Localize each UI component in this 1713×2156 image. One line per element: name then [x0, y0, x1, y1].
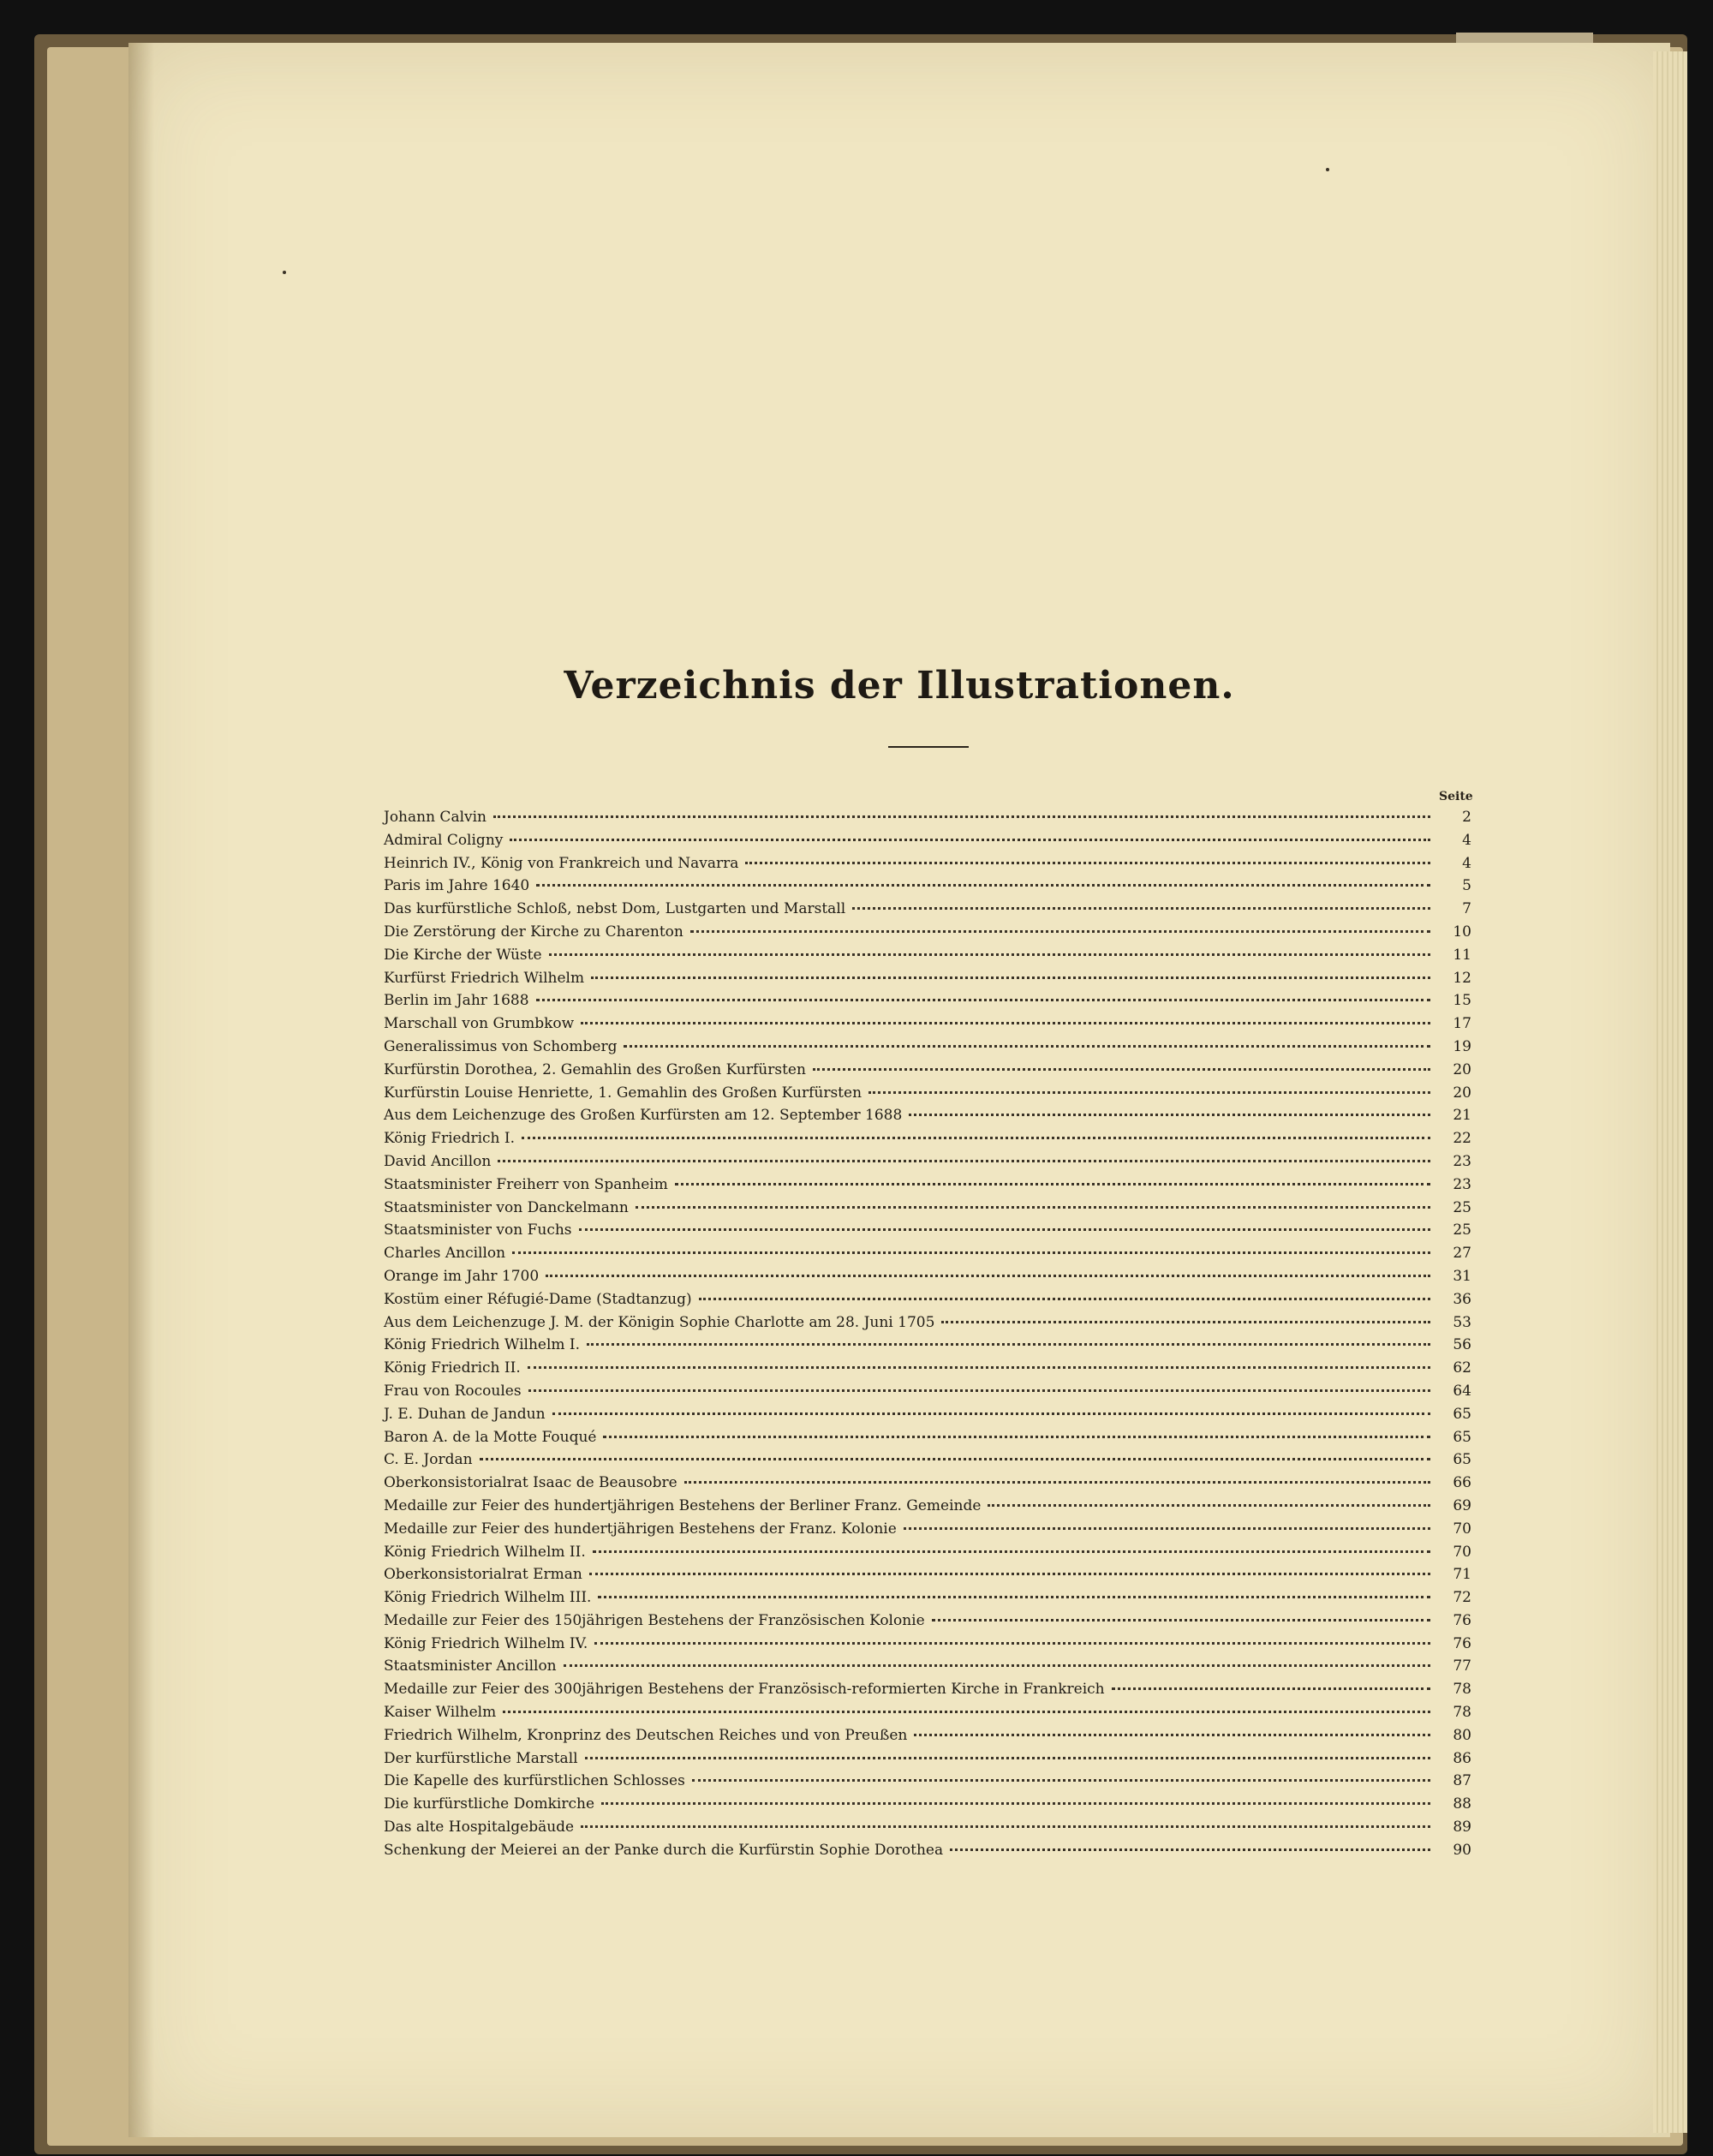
- dot-leader: [904, 1527, 1430, 1530]
- entry-title: König Friedrich I.: [384, 1130, 516, 1148]
- entry-page-number: 70: [1453, 1543, 1471, 1561]
- entry-title: Staatsminister von Danckelmann: [384, 1198, 629, 1216]
- entry-page-number: 72: [1453, 1589, 1471, 1607]
- dot-leader: [536, 999, 1430, 1001]
- entry-title: Johann Calvin: [384, 809, 487, 826]
- entry-title: David Ancillon: [384, 1152, 492, 1170]
- entry-page-number: 21: [1453, 1107, 1471, 1125]
- dot-leader: [585, 1757, 1430, 1759]
- list-item: [384, 1795, 1471, 1819]
- dot-leader: [579, 1228, 1430, 1231]
- list-item: [384, 923, 1471, 947]
- entry-page-number: 56: [1453, 1336, 1471, 1354]
- entry-title: Heinrich IV., König von Frankreich und Navarra: [384, 854, 739, 872]
- entry-title: Friedrich Wilhelm, Kronprinz des Deutschen Reiches und von Preußen: [384, 1726, 908, 1744]
- list-item: [384, 1772, 1471, 1795]
- dot-leader: [510, 839, 1430, 841]
- list-item: [384, 1221, 1471, 1245]
- dot-leader: [598, 1596, 1430, 1598]
- entry-page-number: 15: [1453, 992, 1471, 1010]
- dot-leader: [587, 1343, 1430, 1346]
- entry-title: Die Kirche der Wüste: [384, 946, 542, 964]
- dot-leader: [914, 1734, 1430, 1736]
- illustration-list: [384, 809, 1471, 1865]
- entry-title: Medaille zur Feier des hundertjährigen Bestehens der Franz. Kolonie: [384, 1520, 897, 1538]
- entry-page-number: 65: [1453, 1405, 1471, 1423]
- entry-page-number: 86: [1453, 1749, 1471, 1767]
- dot-leader: [480, 1458, 1430, 1460]
- entry-page-number: 90: [1453, 1841, 1471, 1859]
- dot-leader: [593, 1550, 1430, 1553]
- entry-title: Charles Ancillon: [384, 1245, 506, 1263]
- entry-title: Marschall von Grumbkow: [384, 1015, 575, 1033]
- entry-page-number: 4: [1462, 831, 1471, 849]
- list-item: [384, 855, 1471, 878]
- dot-leader: [552, 1412, 1430, 1415]
- entry-page-number: 80: [1453, 1726, 1471, 1744]
- entry-page-number: 76: [1453, 1611, 1471, 1629]
- dot-leader: [589, 1573, 1430, 1575]
- entry-page-number: 66: [1453, 1474, 1471, 1492]
- list-item: [384, 1015, 1471, 1038]
- entry-page-number: 69: [1453, 1496, 1471, 1514]
- dot-leader: [564, 1664, 1430, 1667]
- entry-page-number: 4: [1462, 854, 1471, 872]
- entry-page-number: 5: [1462, 877, 1471, 895]
- list-item: [384, 1635, 1471, 1658]
- dot-leader: [699, 1298, 1430, 1300]
- dot-leader: [692, 1779, 1430, 1782]
- list-item: [384, 1107, 1471, 1130]
- entry-page-number: 53: [1453, 1313, 1471, 1331]
- list-item: [384, 1727, 1471, 1750]
- entry-title: Die Zerstörung der Kirche zu Charenton: [384, 923, 683, 941]
- list-item: [384, 1153, 1471, 1176]
- dot-leader: [594, 1642, 1430, 1645]
- list-item: [384, 1681, 1471, 1704]
- entry-title: Generalissimus von Schomberg: [384, 1037, 618, 1055]
- list-item: [384, 1657, 1471, 1681]
- dot-leader: [503, 1711, 1430, 1713]
- list-item: [384, 970, 1471, 993]
- dot-leader: [549, 953, 1430, 956]
- entry-title: Kurfürst Friedrich Wilhelm: [384, 969, 585, 987]
- entry-page-number: 2: [1462, 809, 1471, 826]
- dot-leader: [591, 976, 1430, 979]
- entry-page-number: 19: [1453, 1037, 1471, 1055]
- entry-page-number: 20: [1453, 1060, 1471, 1078]
- entry-page-number: 25: [1453, 1198, 1471, 1216]
- dot-leader: [950, 1848, 1430, 1851]
- page-title: Verzeichnis der Illustrationen.: [564, 664, 1235, 708]
- list-item: [384, 1451, 1471, 1474]
- dot-leader: [1112, 1687, 1430, 1690]
- list-item: [384, 1429, 1471, 1452]
- entry-page-number: 20: [1453, 1084, 1471, 1102]
- page-gutter-shadow: [128, 43, 154, 2137]
- entry-page-number: 17: [1453, 1015, 1471, 1033]
- entry-title: Frau von Rocoules: [384, 1382, 522, 1400]
- list-item: [384, 809, 1471, 832]
- dot-leader: [909, 1114, 1430, 1116]
- entry-page-number: 25: [1453, 1221, 1471, 1239]
- dot-leader: [603, 1436, 1430, 1438]
- entry-page-number: 31: [1453, 1267, 1471, 1285]
- entry-page-number: 36: [1453, 1290, 1471, 1308]
- entry-title: Kurfürstin Dorothea, 2. Gemahlin des Großen Kurfürsten: [384, 1060, 806, 1078]
- paper-speck: [1326, 168, 1329, 171]
- list-item: [384, 1406, 1471, 1429]
- list-item: [384, 1291, 1471, 1314]
- dot-leader: [745, 862, 1430, 864]
- entry-page-number: 7: [1462, 900, 1471, 918]
- list-item: [384, 1130, 1471, 1153]
- list-item: [384, 1268, 1471, 1291]
- entry-page-number: 71: [1453, 1566, 1471, 1584]
- entry-title: Medaille zur Feier des hundertjährigen Bestehens der Berliner Franz. Gemeinde: [384, 1496, 982, 1514]
- entry-title: Medaille zur Feier des 150jährigen Bestehens der Französischen Kolonie: [384, 1611, 925, 1629]
- entry-page-number: 65: [1453, 1428, 1471, 1446]
- entry-title: Das alte Hospitalgebäude: [384, 1819, 575, 1836]
- list-item: [384, 947, 1471, 970]
- list-item: [384, 1704, 1471, 1727]
- dot-leader: [988, 1504, 1430, 1507]
- entry-title: Der kurfürstliche Marstall: [384, 1749, 578, 1767]
- dot-leader: [852, 907, 1430, 910]
- entry-page-number: 89: [1453, 1819, 1471, 1836]
- list-item: [384, 1842, 1471, 1865]
- list-item: [384, 1544, 1471, 1567]
- entry-page-number: 78: [1453, 1681, 1471, 1699]
- list-item: [384, 1497, 1471, 1520]
- entry-page-number: 65: [1453, 1451, 1471, 1469]
- list-item: [384, 1819, 1471, 1842]
- entry-title: Admiral Coligny: [384, 831, 504, 849]
- entry-page-number: 77: [1453, 1657, 1471, 1675]
- entry-title: König Friedrich Wilhelm III.: [384, 1589, 592, 1607]
- entry-title: König Friedrich Wilhelm I.: [384, 1336, 581, 1354]
- entry-page-number: 23: [1453, 1175, 1471, 1193]
- dot-leader: [546, 1275, 1430, 1277]
- list-item: [384, 1566, 1471, 1589]
- entry-title: Die kurfürstliche Domkirche: [384, 1795, 595, 1813]
- entry-page-number: 87: [1453, 1772, 1471, 1790]
- dot-leader: [528, 1389, 1430, 1392]
- entry-page-number: 88: [1453, 1795, 1471, 1813]
- page-column-header: Seite: [1439, 790, 1473, 803]
- entry-page-number: 64: [1453, 1382, 1471, 1400]
- entry-page-number: 22: [1453, 1130, 1471, 1148]
- entry-title: Oberkonsistorialrat Isaac de Beausobre: [384, 1474, 677, 1492]
- entry-title: Orange im Jahr 1700: [384, 1267, 540, 1285]
- list-item: [384, 1336, 1471, 1359]
- dot-leader: [522, 1137, 1430, 1139]
- entry-title: König Friedrich II.: [384, 1359, 521, 1377]
- list-item: [384, 1750, 1471, 1773]
- list-item: [384, 1474, 1471, 1497]
- title-divider: [888, 746, 969, 748]
- dot-leader: [636, 1206, 1430, 1209]
- list-item: [384, 877, 1471, 900]
- list-item: [384, 1314, 1471, 1337]
- entry-title: Baron A. de la Motte Fouqué: [384, 1428, 597, 1446]
- dot-leader: [813, 1068, 1430, 1071]
- entry-title: Schenkung der Meierei an der Panke durch die Kurfürstin Sophie Dorothea: [384, 1841, 944, 1859]
- dot-leader: [690, 930, 1430, 933]
- entry-page-number: 76: [1453, 1634, 1471, 1652]
- dot-leader: [498, 1160, 1430, 1162]
- list-item: [384, 1383, 1471, 1406]
- entry-title: J. E. Duhan de Jandun: [384, 1405, 546, 1423]
- entry-page-number: 12: [1453, 969, 1471, 987]
- dot-leader: [581, 1825, 1430, 1828]
- list-item: [384, 1038, 1471, 1061]
- list-item: [384, 1359, 1471, 1383]
- entry-title: Aus dem Leichenzuge J. M. der Königin Sophie Charlotte am 28. Juni 1705: [384, 1313, 935, 1331]
- dot-leader: [932, 1619, 1430, 1621]
- list-item: [384, 1589, 1471, 1612]
- entry-title: Kaiser Wilhelm: [384, 1704, 497, 1722]
- entry-title: Berlin im Jahr 1688: [384, 992, 529, 1010]
- dot-leader: [675, 1183, 1430, 1186]
- list-item: [384, 1612, 1471, 1635]
- entry-title: Kurfürstin Louise Henriette, 1. Gemahlin des Großen Kurfürsten: [384, 1084, 862, 1102]
- dot-leader: [941, 1321, 1430, 1323]
- dot-leader: [601, 1802, 1430, 1805]
- entry-title: Oberkonsistorialrat Erman: [384, 1566, 582, 1584]
- dot-leader: [536, 884, 1430, 887]
- entry-title: Paris im Jahre 1640: [384, 877, 530, 895]
- entry-title: Medaille zur Feier des 300jährigen Bestehens der Französisch-reformierten Kirche in Frankreich: [384, 1681, 1105, 1699]
- dot-leader: [868, 1091, 1430, 1094]
- entry-page-number: 70: [1453, 1520, 1471, 1538]
- dot-leader: [581, 1022, 1430, 1024]
- entry-page-number: 23: [1453, 1152, 1471, 1170]
- dot-leader: [512, 1251, 1430, 1254]
- entry-title: Das kurfürstliche Schloß, nebst Dom, Lustgarten und Marstall: [384, 900, 846, 918]
- entry-page-number: 78: [1453, 1704, 1471, 1722]
- list-item: [384, 900, 1471, 923]
- list-item: [384, 1084, 1471, 1108]
- entry-title: Staatsminister von Fuchs: [384, 1221, 572, 1239]
- paper-speck: [283, 271, 286, 274]
- entry-page-number: 11: [1453, 946, 1471, 964]
- dot-leader: [528, 1366, 1430, 1369]
- entry-title: Die Kapelle des kurfürstlichen Schlosses: [384, 1772, 685, 1790]
- entry-page-number: 27: [1453, 1245, 1471, 1263]
- page-stack-edge: [1653, 51, 1687, 2133]
- entry-title: Kostüm einer Réfugié-Dame (Stadtanzug): [384, 1290, 692, 1308]
- list-item: [384, 832, 1471, 855]
- dot-leader: [684, 1481, 1430, 1484]
- list-item: [384, 1245, 1471, 1268]
- list-item: [384, 992, 1471, 1015]
- entry-title: Aus dem Leichenzuge des Großen Kurfürsten am 12. September 1688: [384, 1107, 903, 1125]
- list-item: [384, 1061, 1471, 1084]
- list-item: [384, 1176, 1471, 1199]
- entry-page-number: 10: [1453, 923, 1471, 941]
- entry-page-number: 62: [1453, 1359, 1471, 1377]
- dot-leader: [624, 1045, 1430, 1048]
- list-item: [384, 1520, 1471, 1544]
- entry-title: Staatsminister Ancillon: [384, 1657, 557, 1675]
- entry-title: C. E. Jordan: [384, 1451, 473, 1469]
- list-item: [384, 1199, 1471, 1222]
- entry-title: König Friedrich Wilhelm IV.: [384, 1634, 588, 1652]
- entry-title: Staatsminister Freiherr von Spanheim: [384, 1175, 668, 1193]
- dot-leader: [493, 815, 1430, 818]
- entry-title: König Friedrich Wilhelm II.: [384, 1543, 586, 1561]
